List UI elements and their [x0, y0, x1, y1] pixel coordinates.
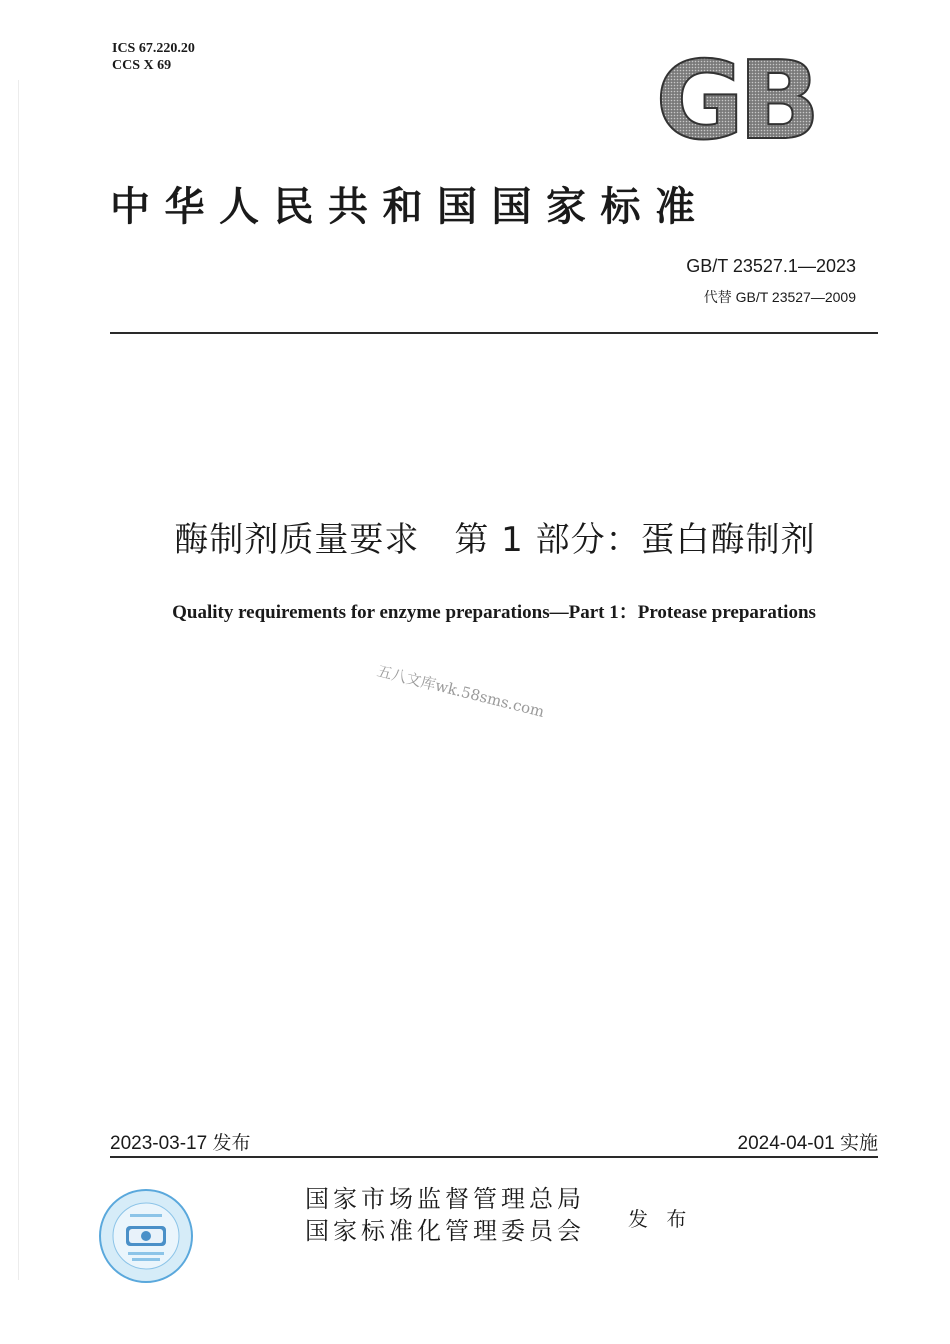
- bottom-rule: [110, 1156, 878, 1158]
- implementation-date: 2024-04-01 实施: [737, 1133, 878, 1154]
- issue-date: 2023-03-17 发布: [110, 1133, 251, 1154]
- publish-label: 发 布: [628, 1207, 693, 1231]
- standard-number: GB/T 23527.1—2023: [686, 256, 856, 276]
- issuer-samr: 国家市场监督管理总局: [305, 1185, 585, 1213]
- ics-code: ICS 67.220.20: [112, 41, 195, 56]
- classification-codes: [112, 40, 195, 74]
- title-chinese: 酶制剂质量要求 第 1 部分：蛋白酶制剂: [174, 520, 816, 560]
- anti-counterfeit-stamp: [98, 1188, 194, 1284]
- issuing-authorities: [305, 1183, 585, 1247]
- watermark: 五八文库wk.58sms.com: [375, 661, 547, 721]
- scan-edge: [18, 80, 19, 1280]
- gb-logo: [640, 54, 830, 146]
- ccs-code: CCS X 69: [112, 58, 172, 73]
- top-rule: [110, 332, 878, 334]
- issuer-sac: 国家标准化管理委员会: [305, 1217, 585, 1245]
- country-standard-title: 中华人民共和国国家标准: [110, 183, 710, 230]
- title-english: Quality requirements for enzyme preparations—Part 1：Protease preparations: [172, 602, 816, 623]
- replaces-standard: 代替 GB/T 23527—2009: [703, 289, 856, 305]
- svg-text:GB: GB: [655, 54, 815, 146]
